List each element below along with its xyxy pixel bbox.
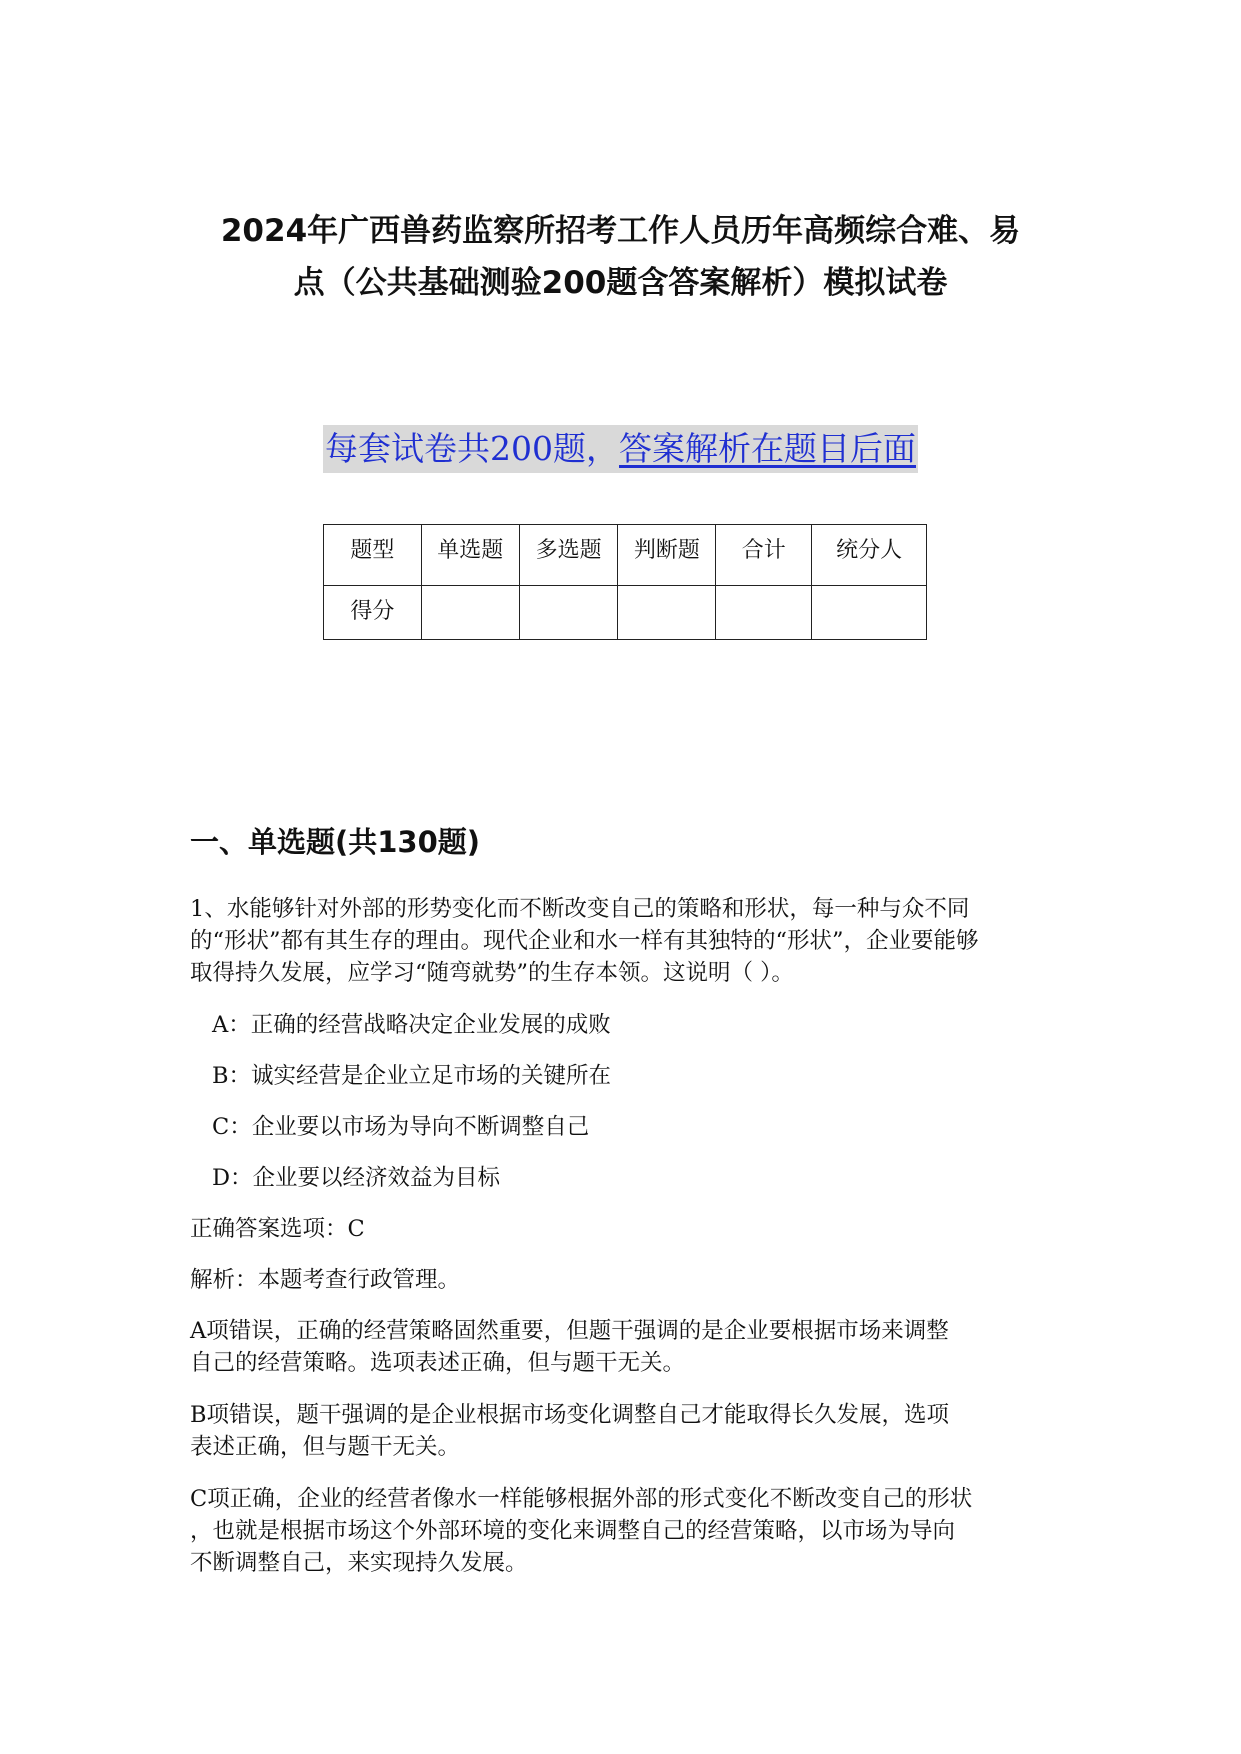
score-table <box>323 524 927 640</box>
banner <box>323 425 918 473</box>
explanation-line: ，也就是根据市场这个外部环境的变化来调整自己的经营策略，以市场为导向 <box>190 1518 956 1544</box>
header-cell-scorer: 统分人 <box>812 525 927 586</box>
explanation-c <box>190 1483 1050 1579</box>
title-line-1: 2024年广西兽药监察所招考工作人员历年高频综合难、易 <box>220 213 1021 249</box>
title-line-2: 点（公共基础测验200题含答案解析）模拟试卷 <box>293 265 948 301</box>
banner-text: 每套试卷共200题， <box>325 429 619 468</box>
explanation-line: 表述正确，但与题干无关。 <box>190 1434 461 1460</box>
score-cell-total[interactable] <box>716 586 812 640</box>
explanation-a <box>190 1315 1050 1379</box>
score-cell-judge[interactable] <box>618 586 716 640</box>
score-cell-single[interactable] <box>421 586 519 640</box>
explanation-line: A项错误，正确的经营策略固然重要，但题干强调的是企业要根据市场来调整 <box>190 1318 949 1344</box>
document-title <box>150 205 1091 309</box>
header-cell-multi: 多选题 <box>519 525 618 586</box>
banner-link[interactable]: 答案解析在题目后面 <box>619 429 916 468</box>
explanation-line: C项正确，企业的经营者像水一样能够根据外部的形式变化不断改变自己的形状 <box>190 1486 973 1512</box>
option-d: D：企业要以经济效益为目标 <box>212 1165 501 1191</box>
section-title: 一、单选题(共130题) <box>190 825 481 859</box>
option-a: A：正确的经营战略决定企业发展的成败 <box>212 1012 611 1038</box>
banner-container <box>0 425 1241 473</box>
explanation-line: 不断调整自己，来实现持久发展。 <box>190 1550 528 1576</box>
question-stem <box>190 893 1050 989</box>
score-cell-multi[interactable] <box>519 586 618 640</box>
header-cell-type: 题型 <box>324 525 422 586</box>
header-cell-total: 合计 <box>716 525 812 586</box>
option-c: C：企业要以市场为导向不断调整自己 <box>212 1114 590 1140</box>
explanation-line: B项错误，题干强调的是企业根据市场变化调整自己才能取得长久发展，选项 <box>190 1402 950 1428</box>
score-row-label: 得分 <box>324 586 422 640</box>
score-table-score-row <box>324 586 927 640</box>
explanation-b <box>190 1399 1050 1463</box>
option-b: B：诚实经营是企业立足市场的关键所在 <box>212 1063 612 1089</box>
analysis-intro: 解析：本题考查行政管理。 <box>190 1267 461 1293</box>
header-cell-single: 单选题 <box>421 525 519 586</box>
score-table-header-row <box>324 525 927 586</box>
question-stem-line: 的“形状”都有其生存的理由。现代企业和水一样有其独特的“形状”，企业要能够 <box>190 928 979 954</box>
explanation-line: 自己的经营策略。选项表述正确，但与题干无关。 <box>190 1350 686 1376</box>
question-stem-line: 取得持久发展，应学习“随弯就势”的生存本领。这说明（ ）。 <box>190 960 794 986</box>
question-stem-line: 1、水能够针对外部的形势变化而不断改变自己的策略和形状，每一种与众不同 <box>190 896 970 922</box>
correct-answer: 正确答案选项：C <box>190 1216 365 1242</box>
score-cell-scorer[interactable] <box>812 586 927 640</box>
header-cell-judge: 判断题 <box>618 525 716 586</box>
